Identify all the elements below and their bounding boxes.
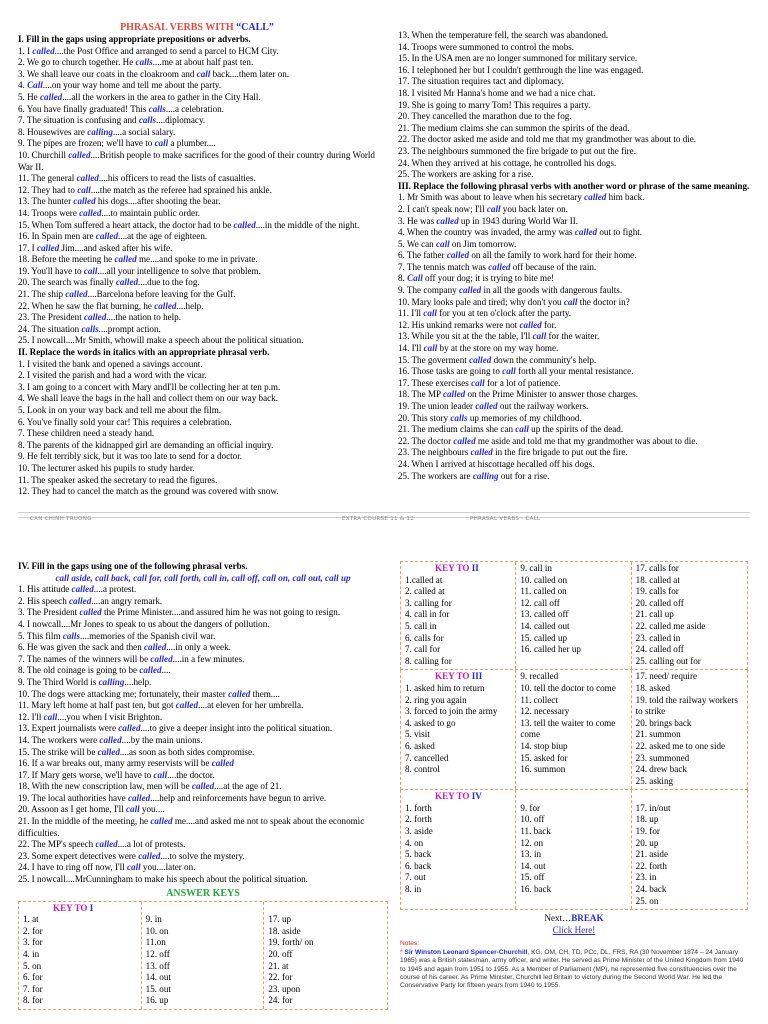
exercise-item: 19. The local authorities have called....help and reinforcements have begun to arrive. [18,792,327,803]
key-col [516,670,631,789]
exercise-item: 1. His attitude called....a protest. [18,584,137,595]
answer-key-item: 14. stop biup [520,740,568,751]
exercise-item: 25. The workers are calling out for a rise. [398,470,550,481]
answer-key-item: 12. off [145,949,170,959]
answer-key-item: 10. called on [520,574,568,585]
exercise-item: 9. The Third World is calling....help. [18,676,152,687]
exercise-list-3 [398,192,752,482]
exercise-item: 11. The speaker asked the secretary to read the figures. [18,474,218,485]
answer-key-item: 7. call for [405,644,441,655]
answer-key-item: 20. off [268,949,293,959]
answer-key-item: 16. called her up [520,644,581,655]
exercise-item: 23. The President called....the nation to help. [18,312,182,323]
answer-key-item: 18. up [635,814,659,825]
answer-key-item: 23. in [635,872,657,883]
answer-key-box-4 [400,790,748,910]
answer-keys-column [400,561,748,991]
exercise-item: 19. You'll have to call....all your intelligence to solve that problem. [18,265,261,276]
answer-key-item: 20. up [635,837,659,848]
exercise-item: 7. These children need a steady hand. [18,428,155,439]
key-col [19,902,142,1009]
answer-key-item: 1. at [23,914,39,925]
answer-key-item: 18. called at [635,574,680,585]
exercise-item: 16. If a war breaks out, many army reservists will be called [18,758,234,769]
exercise-item: 8. The old coinage is going to be called.... [18,665,171,676]
answer-key-item: 7. out [405,872,426,883]
exercise-item: 22. The doctor asked me aside and told me that my grandmother was about to die. [398,134,697,145]
exercise-item: 13. When the temperature fell, the search was abandoned. [398,30,609,40]
answer-key-item: 19. for [635,826,660,837]
answer-key-item: 5. visit [405,729,430,740]
exercise-item: 8. The parents of the kidnapped girl are demanding an official inquiry. [18,439,274,450]
section-heading-3: III. Replace the following phrasal verbs with another word or phrase of the same meaning. [398,180,750,191]
answer-key-item: 21. at [268,960,289,971]
key-col [632,790,747,909]
page-title [18,22,376,33]
answer-key-item: 3. forced to join the army [405,706,498,717]
answer-key-item: 25. on [635,895,659,906]
answer-key-item: 16. summon [520,764,566,775]
answer-key-item: 8. for [23,995,43,1006]
answer-key-item: 25. asking [635,775,674,786]
exercise-item: 11. Mary left home at half past ten, but got called....at eleven for her umbrella. [18,700,304,711]
answer-key-item: 9. for [520,802,541,813]
answer-key-item: 21. summon [635,729,681,740]
exercise-item: 7. The names of the winners will be called....in a few minutes. [18,653,245,664]
notes-body: , KG, OM, CH, TD, PCc, DL, FRS, RA (30 November 1874 – 24 January 1965) was a British statesman, army officer, and writer. He served as Prime Minister of the United Kingdom from 1940 to 1945 and again from 1951 to 1955. As a Member of Parliament (MP), he represented five constituencies over the course of his career. As Prime Minister, Churchill led Britain to victory during the Second World War. He led the Conservative Party for fifteen years from 1940 to 1955. [400,948,744,990]
answer-key-item: 9. recalled [520,671,559,682]
answer-key-item: 23. called in [635,632,681,643]
key-col [516,562,631,669]
answer-key-item: 16. up [145,995,169,1006]
answer-key-item: 10. tell the doctor to come [520,682,616,693]
key-col [516,790,631,909]
exercise-item: 15. When Tom suffered a heart attack, the doctor had to be called....in the middle of the night. [18,219,360,230]
exercise-item: 15. In the USA men are no longer summoned for military service. [398,53,638,64]
answer-key-item: 19. forth/ on [268,937,314,948]
answer-key-item: 5. back [405,849,432,860]
exercise-item: 4. We shall leave the bags in the hall and collect them on our way back. [18,393,278,404]
answer-key-item: 14. called out [520,620,570,631]
answer-key-item: 16. back [520,884,552,895]
answer-key-item: 18. asked [635,682,671,693]
exercise-item: 12. I'll call....you when I visit Brighton. [18,711,163,722]
exercise-list-4 [18,584,388,885]
exercise-item: 9. He felt terribly sick, but it was too late to send for a doctor. [18,451,243,462]
exercise-item: 2. We go to church together. He calls....me at about half past ten. [18,57,254,68]
answer-key-item: 23. summoned [635,752,690,763]
exercise-item: 14. I'll call by at the store on my way home. [398,343,559,354]
next-label: Next… [544,913,572,924]
answer-keys-heading: ANSWER KEYS [166,887,240,899]
footer-topic: PHRASAL VERBS - CALL [470,516,541,522]
answer-key-item: 9. call in [520,563,552,573]
answer-key-item: 5. call in [405,620,437,631]
exercise-item: 17. I called Jim....and asked after his wife. [18,242,173,253]
exercise-item: 20. They cancelled the marathon due to the fog. [398,111,572,122]
answer-key-item: 12. on [520,837,544,848]
exercise-item: 12. They had to call....the match as the referee had sprained his ankle. [18,184,272,195]
exercise-item: 14. Troops were called....to maintain public order. [18,207,200,218]
key-heading-2: KEY TO II [435,563,479,573]
break-label: BREAK [571,913,604,924]
exercise-list-1 [18,46,376,347]
footer-author: CAN CHINH TRUONG [30,516,92,522]
exercise-item: 16. In Spain men are called....at the age of eighteen. [18,231,208,242]
answer-key-item: 17. calls for [635,563,679,573]
answer-key-item: 15. off [520,872,545,883]
exercise-item: 15. The strike will be called....as soon as both sides compromise. [18,746,255,757]
exercise-item: 11. I'll call for you at ten o'clock after the party. [398,308,572,319]
exercise-item: 6. You've finally sold your car! This requires a celebration. [18,416,232,427]
answer-key-item: 9. in [145,914,162,925]
exercise-item: 24. When I arrived at hiscottage hecalled off his dogs. [398,458,595,469]
answer-key-item: 11. called on [520,586,567,597]
exercise-item: 5. Look in on your way back and tell me about the film. [18,405,222,415]
exercise-item: 3. The President called the Prime Minister....and assured him he was not going to resign. [18,607,341,618]
exercise-item: 10. Churchill called....British people to make sacrifices for the good of their country during World War II. [18,149,375,172]
exercise-item: 3. We shall leave our coats in the cloakroom and call back....them later on. [18,68,290,79]
answer-key-item: 13. called off [520,609,569,620]
exercise-item: 25. I nowcall....Mr Smith, whowill make a speech about the political situation. [18,335,304,346]
title-text: PHRASAL VERBS WITH [120,22,237,33]
exercise-item: 18. Before the meeting he called me....and spoke to me in private. [18,254,258,265]
answer-key-item: 24. called off [635,644,684,655]
section-heading-1: I. Fill in the gaps using appropriate prepositions or adverbs. [18,34,251,44]
exercise-item: 10. The dogs were attacking me; fortunately, their master called them.... [18,688,280,699]
exercise-column-right [398,30,752,482]
exercise-item: 1. Mr Smith was about to leave when his secretary called him back. [398,192,645,203]
exercise-item: 15. The goverment called down the community's help. [398,354,597,365]
answer-key-item: 4. call in for [405,609,450,620]
exercise-item: 3. I am going to a concert with Mary andI'll be collecting her at ten p.m. [18,381,281,392]
exercise-item: 21. In the middle of the meeting, he called me....and asked me not to speak about the economic difficulties. [18,816,365,838]
title-call: “CALL” [236,22,274,33]
answer-key-item: 2. forth [405,814,432,825]
answer-key-item: 23. upon [268,983,301,994]
answer-key-item: 21. aside [635,849,668,860]
answer-key-item: 20. brings back [635,717,692,728]
answer-key-item: 20. called off [635,597,684,608]
answer-key-item: 3. calling for [405,597,452,608]
notes-block [400,940,748,990]
exercise-item: 12. His unkind remarks were not called for. [398,319,557,330]
section-heading-2: II. Replace the words in italics with an appropriate phrasal verb. [18,347,270,358]
exercise-item: 7. The situation is confusing and calls....diplomacy. [18,115,206,126]
key-col [142,902,265,1009]
answer-key-item: 11. back [520,826,551,837]
key-heading-1: KEY TO I [53,902,94,913]
key-col [401,670,516,789]
answer-key-item: 22. asked me to one side [635,740,726,751]
exercise-item: 12. They had to cancel the match as the ground was covered with snow. [18,486,279,497]
answer-key-item: 15. out [145,983,171,994]
key-col [264,902,387,1009]
exercise-item: 1. I called....the Post Office and arranged to send a parcel to HCM City. [18,45,279,56]
exercise-list-2-continued [398,30,752,181]
exercise-item: 16. I telephoned her but I couldn't getthrough the line was engaged. [398,64,644,75]
exercise-item: 2. I can't speak now; I'll call you back later on. [398,203,568,214]
notes-name: Sir Winston Leonard Spencer-Churchill [404,948,528,956]
section-heading-4: IV. Fill in the gaps using one of the following phrasal verbs. [18,561,248,571]
exercise-item: 21. The medium claims she can summon the spirits of the dead. [398,122,630,133]
exercise-item: 20. Assoon as I get home, I'll call you.... [18,804,165,815]
answer-key-item: 22. called me aside [635,620,706,631]
answer-key-item: 12. call off [520,597,560,608]
exercise-item: 3. He was called up in 1943 during World War II. [398,215,579,226]
answer-key-item: 5. on [23,960,42,971]
answer-key-item: 6. calls for [405,632,444,643]
exercise-item: 6. He was given the sack and then called....in only a week. [18,642,231,653]
answer-key-item: 7. cancelled [405,752,449,763]
exercise-item: 13. While you sit at the the table, I'll call for the waiter. [398,331,600,342]
answer-key-item: 8. calling for [405,655,452,666]
answer-key-item: 2. ring you again [405,694,467,705]
exercise-item: 21. The ship called....Barcelona before leaving for the Gulf. [18,289,236,300]
answer-key-item: 10. on [145,925,169,936]
exercise-item: 9. The pipes are frozen; we'll have to call a plumber.... [18,138,216,149]
answer-key-item: 8. control [405,764,440,775]
answer-key-item: 11.on [145,937,166,948]
exercise-item: 8. Housewives are calling....a social salary. [18,126,176,137]
answer-key-item: 15. called up [520,632,568,643]
answer-key-item: 22. forth [635,860,667,871]
answer-key-item: 21. call up [635,609,674,620]
phrasal-verb-list: call aside, call back, call for, call forth, call in, call off, call on, call out, call up [55,572,351,583]
exercise-item: 9. The company called in all the goods with dangerous faults. [398,285,623,296]
exercise-item: 13. Expert journalists were called....to give a deeper insight into the political situation. [18,723,333,734]
answer-key-item: 3. for [23,937,43,948]
answer-key-item: 19. calls for [635,586,679,597]
answer-key-item: 2. called at [405,586,445,597]
exercise-item: 22. When he saw the flat burning, he called....help. [18,300,204,311]
answer-key-box-2 [400,561,748,670]
answer-key-item: 6. asked [405,740,435,751]
key-heading-3: KEY TO III [435,671,483,682]
answer-key-item: 2. for [23,925,43,936]
asterisk-icon: * [400,948,403,956]
exercise-item: 5. This film calls....memories of the Spanish civil war. [18,630,216,641]
answer-key-item: 1. forth [405,802,432,813]
exercise-item: 6. You have finally graduated! This calls....a celebration. [18,103,224,114]
answer-key-item: 24. drew back [635,764,687,775]
answer-key-item: 6. for [23,972,43,983]
exercise-item: 4. I nowcall....Mr Jones to speak to us about the dangers of pollution. [18,618,270,629]
key-col [401,790,516,909]
click-here-row [400,925,748,937]
answer-key-item: 7. for [23,983,43,994]
exercise-item: 25. The workers are asking for a rise. [398,169,534,180]
answer-key-item: 24. for [268,995,293,1006]
answer-key-item: 15. asked for [520,752,568,763]
exercise-list-2 [18,359,376,498]
exercise-item: 18. I visited Mr Hanna's home and we had a nice chat. [398,87,596,98]
exercise-item: 19. The union leader called out the railway workers. [398,401,589,411]
answer-key-item: 13. tell the waiter to come come [520,717,616,740]
answer-key-item: 12. necessary [520,706,570,717]
exercise-item: 24. I have to ring off now, I'll call you....later on. [18,862,196,873]
exercise-item: 10. The lecturer asked his pupils to study harder. [18,462,195,473]
exercise-item: 4. When the country was invaded, the army was called out to fight. [398,227,643,238]
exercise-item: 8. Call off your dog; it is trying to bite me! [398,273,555,284]
exercise-item: 20. This story calls up memories of my childhood. [398,412,582,423]
exercise-item: 4. Call....on your way home and tell me about the party. [18,80,221,91]
answer-key-box-3 [400,670,748,790]
answer-key-item: 4. in [23,949,40,959]
exercise-item: 24. When they arrived at his cottage, he controlled his dogs. [398,157,617,168]
exercise-item: 2. I visited the parish and had a word with the vicar. [18,370,207,381]
key-col [632,670,747,789]
answer-key-item: 17. need/ require [635,671,698,682]
answer-key-item: 13. off [145,960,170,971]
answer-key-item: 1.called at [405,574,443,585]
exercise-item: 2. His speech called....an angry remark. [18,595,163,606]
answer-key-item: 17. up [268,914,292,925]
exercise-item: 13. The hunter called his dogs....after shooting the bear. [18,196,221,207]
answer-key-item: 22. for [268,972,293,983]
answer-key-item: 24. back [635,884,667,895]
exercise-item: 18. The MP called on the Prime Minister to answer those charges. [398,389,639,400]
exercise-item: 17. The situation requires tact and diplomacy. [398,76,564,87]
exercise-item: 17. These exercises call for a lot of patience. [398,377,561,388]
exercise-item: 24. The situation calls....prompt action. [18,323,161,334]
answer-key-item: 1. asked him to return [405,682,485,693]
answer-key-item: 14. out [520,860,546,871]
exercise-item: 21. The medium claims she can call up the spirits of the dead. [398,424,624,435]
exercise-item: 1. I visited the bank and opened a savings account. [18,358,203,369]
exercise-item: 5. We can call on Jim tomorrow. [398,238,517,249]
answer-key-item: 13. in [520,849,542,860]
key-col [632,562,747,669]
exercise-item: 25. I nowcall....MrCunningham to make his speech about the political situation. [18,874,308,885]
notes-text [400,949,748,991]
answer-key-item: 17. in/out [635,802,671,813]
exercise-item: 14. The workers were called....by the main unions. [18,734,203,745]
exercise-item: 5. He called....all the workers in the area to gather in the City Hall. [18,91,261,102]
exercise-item: 16. Those tasks are going to call forth all your mental resistance. [398,366,634,377]
exercise-item: 23. The neighbours called in the fire brigade to put out the fire. [398,447,628,458]
answer-key-item: 18. aside [268,925,301,936]
answer-key-item: 4. asked to go [405,717,456,728]
answer-key-item: 6. back [405,860,432,871]
exercise-item: 20. The search was finally called....due to the fog. [18,277,200,288]
exercise-item: 7. The tennis match was called off because of the rain. [398,261,597,272]
answer-key-item: 19. told the railway workers to strike [635,694,738,717]
exercise-item: 18. With the new conscription law, men will be called....at the age of 21. [18,781,282,792]
answer-key-item: 10. off [520,814,545,825]
answer-key-item: 14. out [145,972,171,983]
key-heading-4: KEY TO IV [435,791,482,802]
key-col [401,562,516,669]
exercise-column-bottom-left [18,561,388,1010]
click-here-link[interactable]: Click Here! [552,924,596,935]
answer-key-item: 8. in [405,884,422,895]
exercise-item: 17. If Mary gets worse, we'll have to call....the doctor. [18,769,215,780]
notes-label: Notes: [400,940,420,948]
exercise-item: 10. Mary looks pale and tired; why don't you call the doctor in? [398,296,630,307]
exercise-item: 6. The father called on all the family to work hard for their home. [398,250,637,261]
footer-course: EXTRA COURSE 11 & 12 [342,516,415,522]
exercise-item: 11. The general called....his officers to read the lists of casualties. [18,173,256,184]
next-break-line [400,913,748,925]
answer-key-item: 4. on [405,837,424,848]
exercise-item: 22. The doctor called me aside and told me that my grandmother was about to die. [398,435,698,446]
exercise-item: 19. She is going to marry Tom! This requires a party. [398,99,591,110]
exercise-item: 23. The neighbours summoned the fire brigade to put out the fire. [398,145,636,156]
exercise-item: 14. Troops were summoned to control the mobs. [398,41,575,52]
answer-key-item: 11. collect [520,694,558,705]
answer-key-box-1 [18,901,388,1010]
answer-key-item: 3. aside [405,826,433,837]
exercise-item: 22. The MP's speech called....a lot of protests. [18,839,186,850]
exercise-column-left [18,22,376,498]
exercise-item: 23. Some expert detectives were called....to solve the mystery. [18,850,245,861]
answer-key-item: 25. calling out for [635,655,701,666]
